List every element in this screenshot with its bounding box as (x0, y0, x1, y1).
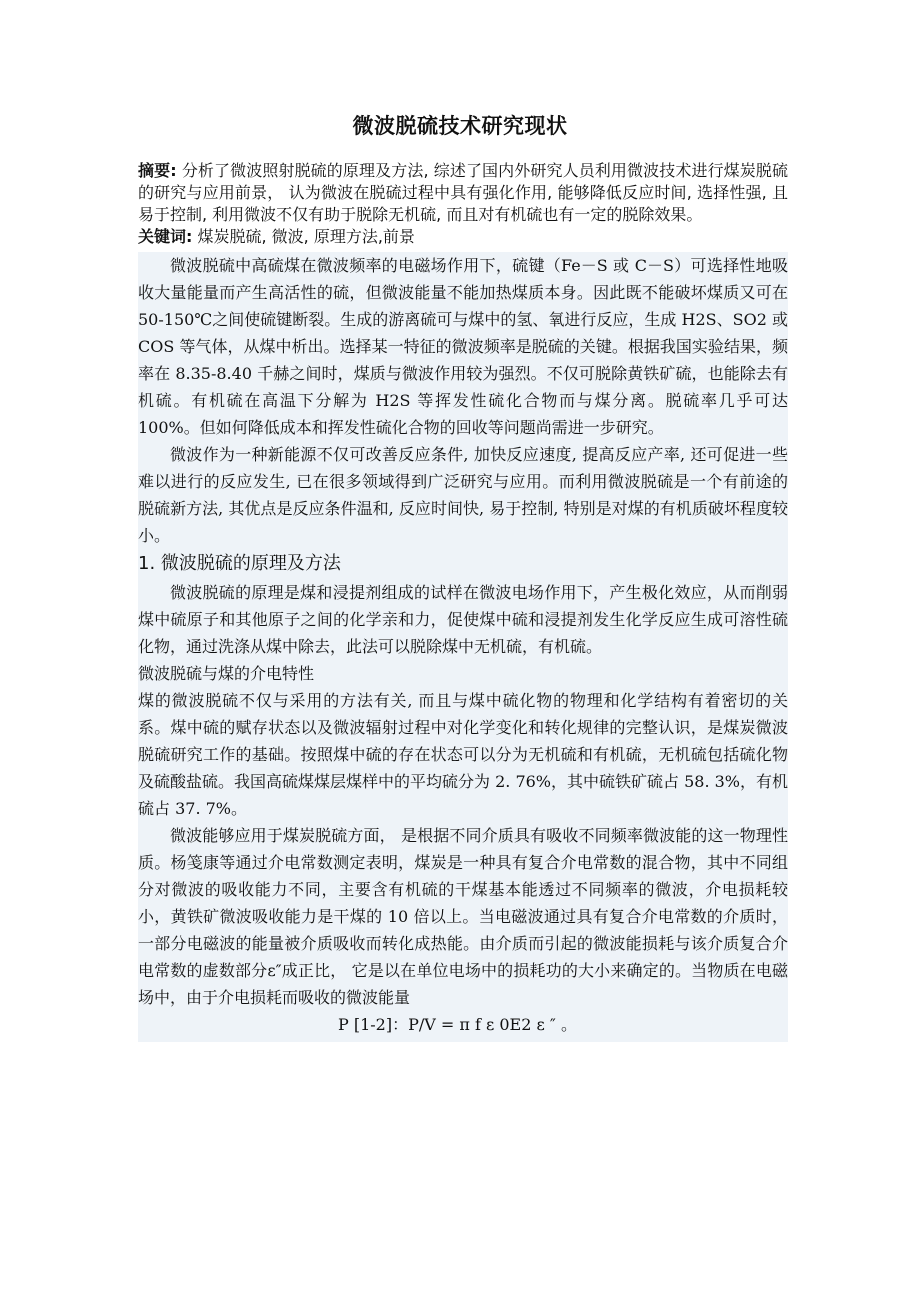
abstract-label: 摘要: (138, 161, 177, 180)
keywords (138, 226, 788, 248)
paragraph-2: 微波作为一种新能源不仅可改善反应条件, 加快反应速度, 提高反应产率, 还可促进一些难以进行的反应发生, 已在很多领域得到广泛研究与应用。而利用微波脱硫是一个有前途的脱硫新方法, 其优点是反应条件温和, 反应时间快, 易于控制, 特别是对煤的有机质破坏程度较小。 (138, 445, 788, 545)
subheading-dielectric: 微波脱硫与煤的介电特性 (138, 664, 315, 683)
section-heading-1: 1. 微波脱硫的原理及方法 (138, 553, 341, 574)
body-text (138, 252, 788, 1042)
keywords-text: 煤炭脱硫, 微波, 原理方法,前景 (192, 227, 415, 246)
page-title: 微波脱硫技术研究现状 (352, 114, 568, 138)
abstract-text: 分析了微波照射脱硫的原理及方法, 综述了国内外研究人员利用微波技术进行煤炭脱硫的研究与应用前景， 认为微波在脱硫过程中具有强化作用, 能够降低反应时间, 选择性强, 且易于控制, 利用微波不仅有助于脱除无机硫, 而且对有机硫也有一定的脱除效果。 (138, 161, 788, 224)
keywords-label: 关键词: (138, 227, 193, 246)
formula: P [1-2]：P/V = π f ε 0E2 ε ″ 。 (338, 1015, 577, 1034)
paragraph-4: 煤的微波脱硫不仅与采用的方法有关, 而且与煤中硫化物的物理和化学结构有着密切的关系。煤中硫的赋存状态以及微波辐射过程中对化学变化和转化规律的完整认识，是煤炭微波脱硫研究工作的基础。按照煤中硫的存在状态可以分为无机硫和有机硫，无机硫包括硫化物及硫酸盐硫。我国高硫煤煤层煤样中的平均硫分为 2. 76%，其中硫铁矿硫占 58. 3%，有机硫占 37. 7%。 (138, 691, 789, 818)
document-content (138, 160, 788, 1042)
paragraph-5: 微波能够应用于煤炭脱硫方面， 是根据不同介质具有吸收不同频率微波能的这一物理性质。杨笺康等通过介电常数测定表明，煤炭是一种具有复合介电常数的混合物，其中不同组分对微波的吸收能力不同，主要含有机硫的干煤基本能透过不同频率的微波，介电损耗较小，黄铁矿微波吸收能力是干煤的 10 倍以上。当电磁波通过具有复合介电常数的介质时， 一部分电磁波的能量被介质吸收而转化成热能。由介质而引起的微波能损耗与该介质复合介电常数的虚数部分ε″成正比， 它是以在单位电场中的损耗功的大小来确定的。当物质在电磁场中，由于介电损耗而吸收的微波能量 (138, 826, 788, 1007)
paragraph-1: 微波脱硫中高硫煤在微波频率的电磁场作用下，硫键（Fe－S 或 C－S）可选择性地吸收大量能量而产生高活性的硫，但微波能量不能加热煤质本身。因此既不能破坏煤质又可在 50-150℃之间使硫键断裂。生成的游离硫可与煤中的氢、氧进行反应，生成 H2S、SO2 或 COS 等气体，从煤中析出。选择某一特征的微波频率是脱硫的关键。根据我国实验结果，频率在 8.35-8.40 千赫之间时，煤质与微波作用较为强烈。不仅可脱除黄铁矿硫，也能除去有机硫。有机硫在高温下分解为 H2S 等挥发性硫化合物而与煤分离。脱硫率几乎可达 100%。但如何降低成本和挥发性硫化合物的回收等问题尚需进一步研究。 (138, 256, 788, 437)
abstract (138, 160, 788, 226)
paragraph-3: 微波脱硫的原理是煤和浸提剂组成的试样在微波电场作用下，产生极化效应，从而削弱煤中硫原子和其他原子之间的化学亲和力，促使煤中硫和浸提剂发生化学反应生成可溶性硫化物，通过洗涤从煤中除去，此法可以脱除煤中无机硫，有机硫。 (138, 583, 788, 656)
